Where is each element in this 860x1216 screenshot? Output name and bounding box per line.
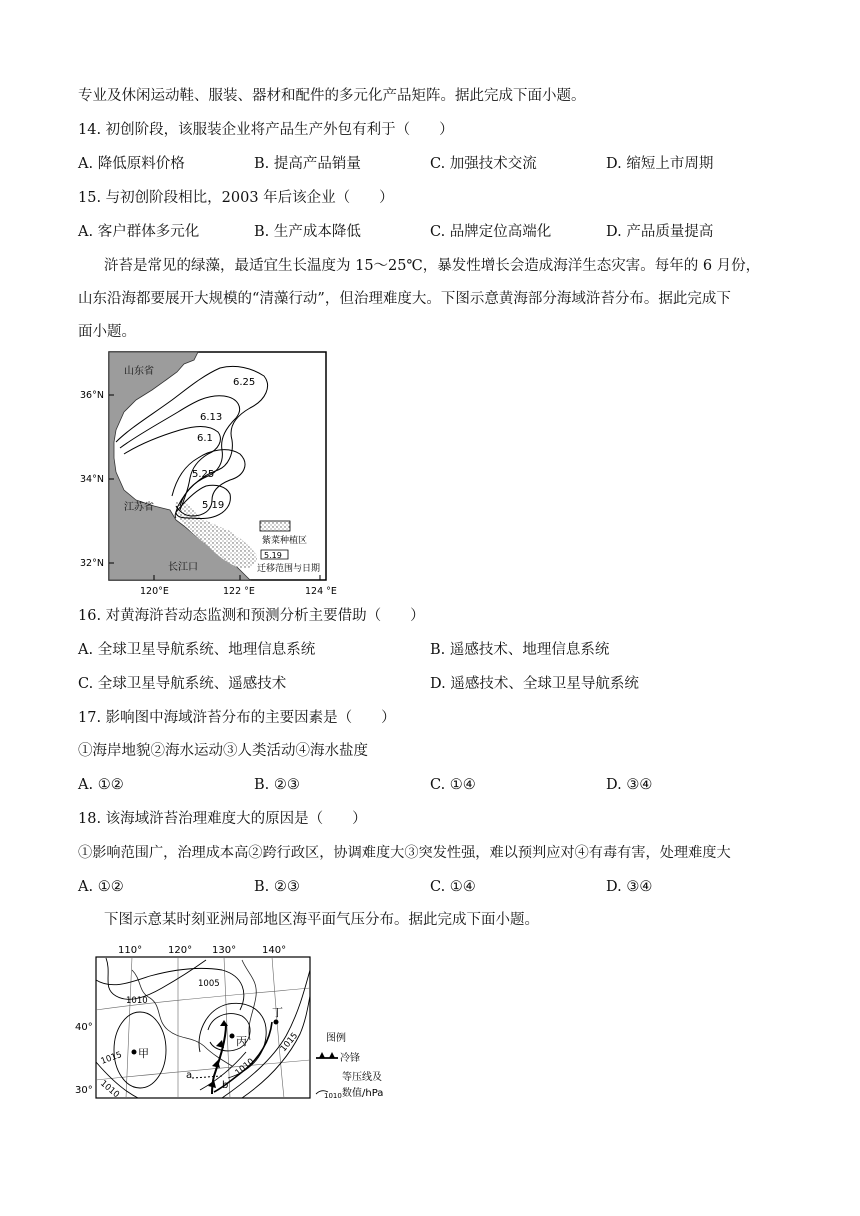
q14-stem: 14. 初创阶段，该服装企业将产品生产外包有利于（ ）	[78, 122, 454, 138]
label-jiangsu: 江苏省	[124, 502, 154, 513]
point-jia: 甲	[138, 1047, 149, 1060]
isobar-label-1015-a: 1015	[99, 1050, 124, 1067]
date-label-6-13: 6.13	[200, 412, 223, 423]
label-changjiangkou: 长江口	[168, 562, 198, 573]
date-label-5-25: 5.25	[192, 469, 215, 480]
lat-label-34: 34°N	[80, 474, 104, 485]
lat-label-36: 36°N	[80, 390, 104, 401]
map2-lon-130: 130°	[212, 945, 237, 956]
date-label-6-25: 6.25	[233, 377, 256, 388]
point-a: a	[186, 1070, 193, 1081]
q16-option-a[interactable]: A. 全球卫星导航系统、地理信息系统	[78, 642, 316, 658]
q15-stem: 15. 与初创阶段相比，2003 年后该企业（ ）	[78, 190, 394, 206]
q15-option-d[interactable]: D. 产品质量提高	[606, 224, 714, 240]
isobar-label-1010-a: 1010	[126, 996, 148, 1006]
q16-option-b[interactable]: B. 遥感技术、地理信息系统	[430, 642, 610, 658]
legend-isobar-value: 1010	[324, 1092, 342, 1100]
q17-option-b[interactable]: B. ②③	[254, 777, 300, 793]
passage2-line3: 面小题。	[78, 324, 136, 340]
pressure-map	[72, 940, 392, 1110]
q16-option-d[interactable]: D. 遥感技术、全球卫星导航系统	[430, 676, 639, 692]
passage2-line1: 浒苔是常见的绿藻，最适宜生长温度为 15～25℃，暴发性增长会造成海洋生态灾害。每年的 6 月份，	[104, 258, 761, 274]
legend-contour-sample: 5.19	[264, 551, 282, 560]
q18-option-c[interactable]: C. ①④	[430, 879, 476, 895]
map2-lat-30: 30°	[75, 1085, 93, 1096]
point-b: b	[222, 1080, 229, 1091]
q15-option-a[interactable]: A. 客户群体多元化	[78, 224, 200, 240]
passage3: 下图示意某时刻亚洲局部地区海平面气压分布。据此完成下面小题。	[104, 912, 539, 928]
legend-isobar-unit: 数值/hPa	[342, 1088, 384, 1099]
map2-lat-40: 40°	[75, 1022, 93, 1033]
legend-title: 图例	[326, 1033, 346, 1044]
point-bing: 丙	[236, 1035, 247, 1048]
legend-nori-label: 紫菜种植区	[262, 536, 308, 546]
isobar-label-1015-b: 1015	[278, 1030, 301, 1054]
q15-option-c[interactable]: C. 品牌定位高端化	[430, 224, 552, 240]
yellow-sea-map	[80, 350, 350, 600]
q17-option-c[interactable]: C. ①④	[430, 777, 476, 793]
q18-option-d[interactable]: D. ③④	[606, 879, 653, 895]
legend-nori-swatch	[260, 521, 290, 531]
legend-isobar-label: 等压线及	[342, 1072, 382, 1083]
isobar-label-1010-c: 1010	[233, 1056, 257, 1079]
map2-lon-140: 140°	[262, 945, 287, 956]
point-ding: 丁	[272, 1006, 283, 1019]
q18-option-b[interactable]: B. ②③	[254, 879, 300, 895]
q17-option-a[interactable]: A. ①②	[78, 777, 124, 793]
date-label-6-1: 6.1	[197, 433, 213, 444]
map2-lon-120: 120°	[168, 945, 193, 956]
q17-option-d[interactable]: D. ③④	[606, 777, 653, 793]
lon-label-120: 120°E	[140, 586, 169, 597]
map2-lon-110: 110°	[118, 945, 143, 956]
q14-option-d[interactable]: D. 缩短上市周期	[606, 156, 714, 172]
q17-items: ①海岸地貌②海水运动③人类活动④海水盐度	[78, 743, 368, 759]
lon-label-122: 122 °E	[223, 586, 255, 597]
label-shandong: 山东省	[124, 366, 154, 377]
isobar-label-1010-b: 1010	[98, 1078, 122, 1101]
lat-label-32: 32°N	[80, 558, 104, 569]
q14-option-a[interactable]: A. 降低原料价格	[78, 156, 185, 172]
date-label-5-19: 5.19	[202, 500, 225, 511]
lon-label-124: 124 °E	[305, 586, 337, 597]
q14-option-c[interactable]: C. 加强技术交流	[430, 156, 537, 172]
q15-option-b[interactable]: B. 生产成本降低	[254, 224, 361, 240]
intro-tail: 专业及休闲运动鞋、服装、器材和配件的多元化产品矩阵。据此完成下面小题。	[78, 88, 586, 104]
legend-cold-front: 冷锋	[340, 1053, 360, 1064]
q18-stem: 18. 该海域浒苔治理难度大的原因是（ ）	[78, 811, 367, 827]
q16-option-c[interactable]: C. 全球卫星导航系统、遥感技术	[78, 676, 287, 692]
q14-option-b[interactable]: B. 提高产品销量	[254, 156, 361, 172]
legend-contour-label: 迁移范围与日期	[257, 564, 321, 574]
q16-stem: 16. 对黄海浒苔动态监测和预测分析主要借助（ ）	[78, 608, 425, 624]
q18-option-a[interactable]: A. ①②	[78, 879, 124, 895]
q18-items: ①影响范围广，治理成本高②跨行政区，协调难度大③突发性强，难以预判应对④有毒有害，处理难度大	[78, 845, 731, 861]
q17-stem: 17. 影响图中海域浒苔分布的主要因素是（ ）	[78, 710, 396, 726]
isobar-label-1005: 1005	[198, 979, 220, 989]
passage2-line2: 山东沿海都要展开大规模的“清藻行动”，但治理难度大。下图示意黄海部分海域浒苔分布。据此完成下	[78, 291, 731, 307]
